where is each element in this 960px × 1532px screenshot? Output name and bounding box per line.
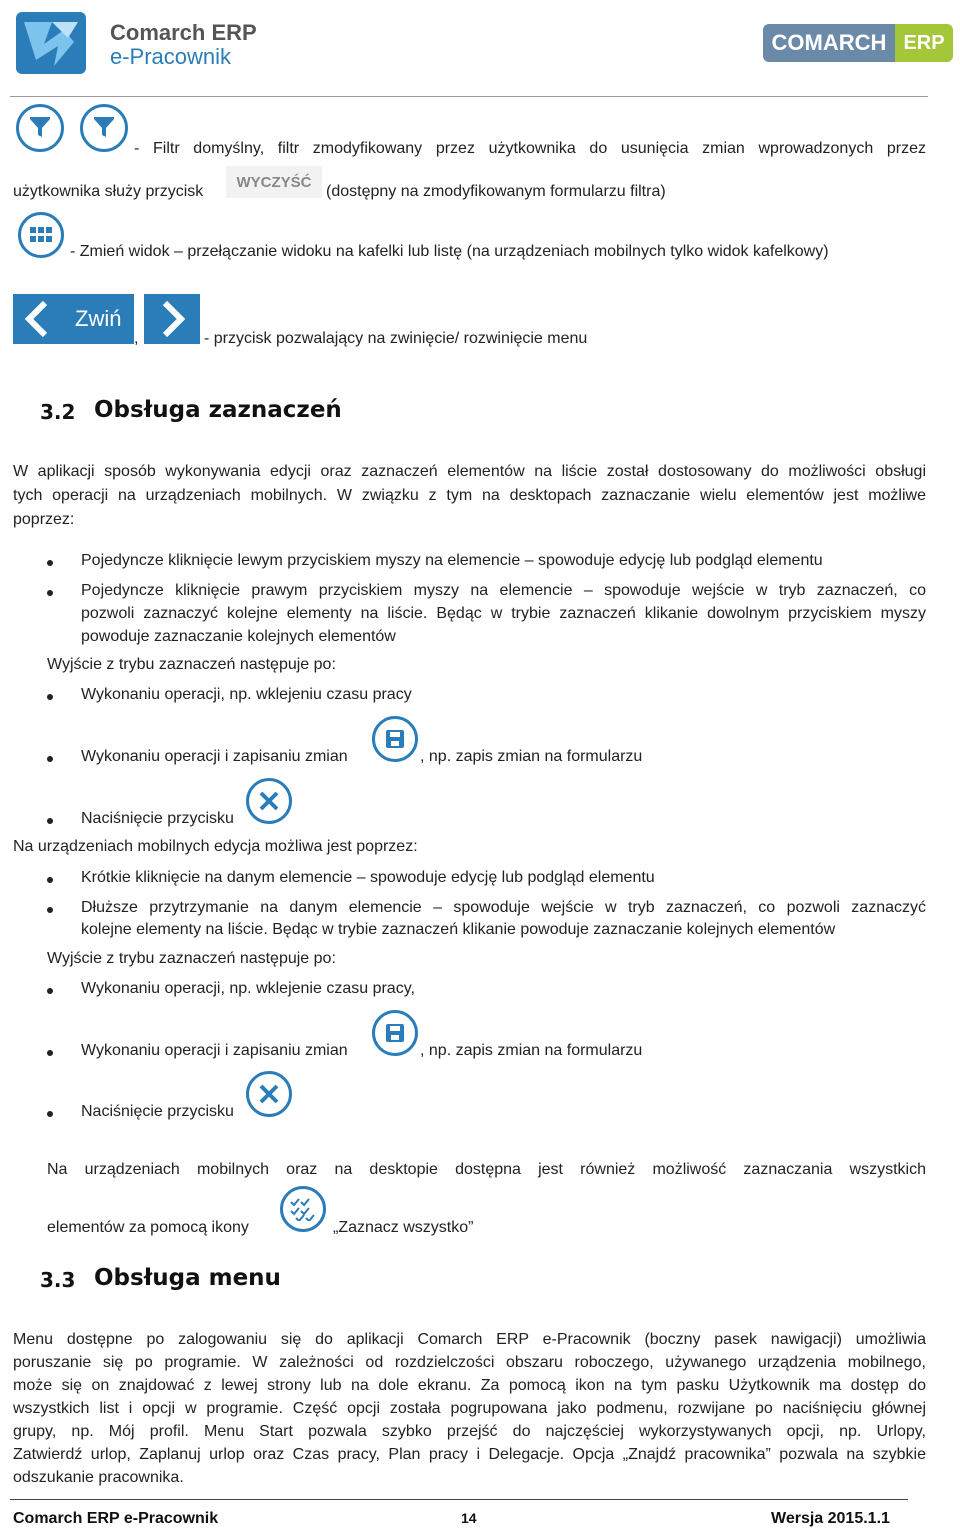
mobile-label: Na urządzeniach mobilnych edycja możliwa jest poprzez: (13, 838, 418, 855)
desktop-bullet-2-line1: Pojedyncze kliknięcie prawym przyciskiem myszy na elemencie – spowoduje wejście w tryb zaznaczeń, co (81, 582, 926, 599)
bullet (47, 694, 53, 700)
collapse-desc: - przycisk pozwalający na zwinięcie/ rozwinięcie menu (204, 330, 588, 347)
exit-bullet-2-1: Wykonaniu operacji, np. wklejenie czasu pracy, (81, 980, 415, 997)
menu-line: poruszanie się po programie. W zależności od rozdzielczości obszaru roboczego, używanego urządzenia mobilnego, (13, 1354, 926, 1371)
comarch-logo-icon (14, 8, 94, 78)
intro-line2: tych operacji na urządzeniach mobilnych. W związku z tym na desktopach zaznaczanie wielu elementów jest możliwe (13, 487, 926, 504)
exit-bullet-1-3: Naciśnięcie przycisku (81, 810, 234, 827)
section-3-3-number: 3.3 (40, 1268, 76, 1292)
bullet (47, 1050, 53, 1056)
badge-left-part: COMARCH (763, 24, 895, 62)
close-icon (246, 1071, 292, 1117)
logo-subtitle: e-Pracownik (110, 44, 232, 69)
intro-line3: poprzez: (13, 511, 75, 528)
bullet (47, 988, 53, 994)
header-logo (14, 8, 94, 78)
collapse-separator: , (134, 330, 139, 347)
desktop-bullet-2-line3: powoduje zaznaczanie kolejnych elementów (81, 628, 396, 645)
menu-line: Zatwierdź urlop, Zaplanuj urlop oraz Czas pracy, Plan pracy i Delegacje. Opcja „Znajdź pracownika” pozwala na szybkie (13, 1446, 926, 1463)
filter-desc-line2-post: (dostępny na zmodyfikowanym formularzu filtra) (326, 183, 666, 200)
menu-paragraph (13, 1331, 926, 1492)
page-number: 14 (461, 1510, 477, 1526)
logo-title: Comarch ERP (110, 20, 257, 45)
close-icon (246, 778, 292, 824)
bullet (47, 877, 53, 883)
exit-bullet-2-2-pre: Wykonaniu operacji i zapisaniu zmian (81, 1042, 348, 1059)
menu-line: wszystkich list i opcji w programie. Część opcji została pogrupowana jako podmenu, rozwijane po naciśnięciu głównej (13, 1400, 926, 1417)
footer-divider (10, 1499, 908, 1500)
exit-label-1: Wyjście z trybu zaznaczeń następuje po: (47, 656, 336, 673)
chevron-right-icon (157, 299, 187, 339)
save-icon (372, 1010, 418, 1056)
menu-line: Menu dostępne po zalogowaniu się do aplikacji Comarch ERP e-Pracownik (boczny pasek nawigacji) umożliwia (13, 1331, 926, 1348)
filter-default-icon (16, 104, 64, 152)
mobile-bullet-1: Krótkie kliknięcie na danym elemencie – spowoduje edycję lub podgląd elementu (81, 869, 655, 886)
clear-button[interactable]: WYCZYŚĆ (226, 166, 322, 198)
comarch-erp-badge (763, 24, 953, 62)
bullet (47, 756, 53, 762)
filter-desc-line1: - Filtr domyślny, filtr zmodyfikowany przez użytkownika do usunięcia zmian wprowadzonych przez (134, 140, 926, 157)
select-all-icon (280, 1186, 326, 1232)
save-icon (372, 716, 418, 762)
badge-right-part: ERP (895, 24, 953, 62)
bullet (47, 1111, 53, 1117)
bullet (47, 590, 53, 596)
filter-modified-icon (80, 104, 128, 152)
exit-label-2: Wyjście z trybu zaznaczeń następuje po: (47, 950, 336, 967)
bullet (47, 907, 53, 913)
section-3-2-title: Obsługa zaznaczeń (94, 397, 342, 423)
filter-desc-line2-pre: użytkownika służy przycisk (13, 183, 204, 200)
bullet (47, 560, 53, 566)
desktop-bullet-1: Pojedyncze kliknięcie lewym przyciskiem myszy na elemencie – spowoduje edycję lub podgląd elementu (81, 552, 823, 569)
footer-left: Comarch ERP e-Pracownik (13, 1510, 219, 1527)
exit-bullet-1-2-pre: Wykonaniu operacji i zapisaniu zmian (81, 748, 348, 765)
intro-line1: W aplikacji sposób wykonywania edycji oraz zaznaczeń elementów na liście został dostosowany do możliwości obsługi (13, 463, 926, 480)
exit-bullet-2-2-post: , np. zapis zmian na formularzu (420, 1042, 643, 1059)
section-3-3-title: Obsługa menu (94, 1265, 281, 1291)
exit-bullet-1-1: Wykonaniu operacji, np. wklejeniu czasu pracy (81, 686, 412, 703)
select-all-post: „Zaznacz wszystko” (333, 1219, 474, 1236)
section-3-2-number: 3.2 (40, 400, 76, 424)
mobile-bullet-2-line1: Dłuższe przytrzymanie na danym elemencie – spowoduje wejście w tryb zaznaczeń, co pozwoli zaznaczyć (81, 899, 926, 916)
desktop-bullet-2-line2: pozwoli zaznaczyć kolejne elementy na liście. Będąc w trybie zaznaczeń klikanie dowolnym przyciskiem myszy (81, 605, 926, 622)
exit-bullet-1-2-post: , np. zapis zmian na formularzu (420, 748, 643, 765)
footer-right: Wersja 2015.1.1 (771, 1510, 890, 1527)
menu-line: grupy, np. Mój profil. Menu Start pozwala szybko przejść do najczęściej wykorzystywanych opcji, np. Urlopy, (13, 1423, 926, 1440)
chevron-left-icon (19, 299, 53, 339)
select-all-pre: elementów za pomocą ikony (47, 1219, 249, 1236)
exit-bullet-2-3: Naciśnięcie przycisku (81, 1103, 234, 1120)
change-view-icon (18, 212, 64, 258)
change-view-desc: - Zmień widok – przełączanie widoku na kafelki lub listę (na urządzeniach mobilnych tylko widok kafelkowy) (70, 243, 829, 260)
bullet (47, 818, 53, 824)
collapse-button[interactable] (13, 294, 134, 344)
collapse-button-label: Zwiń (75, 306, 122, 331)
select-all-line1: Na urządzeniach mobilnych oraz na desktopie dostępna jest również możliwość zaznaczania wszystkich (47, 1161, 926, 1178)
menu-line: może się on znajdować z lewej strony lub na dole ekranu. Za pomocą ikon na tym pasku Użytkownik ma dostęp do (13, 1377, 926, 1394)
header-divider (10, 96, 928, 97)
mobile-bullet-2-line2: kolejne elementy na liście. Będąc w trybie zaznaczeń klikanie powoduje zaznaczanie kolejnych elementów (81, 921, 836, 938)
expand-button[interactable] (144, 294, 200, 344)
menu-line: odszukanie pracownika. (13, 1469, 184, 1486)
